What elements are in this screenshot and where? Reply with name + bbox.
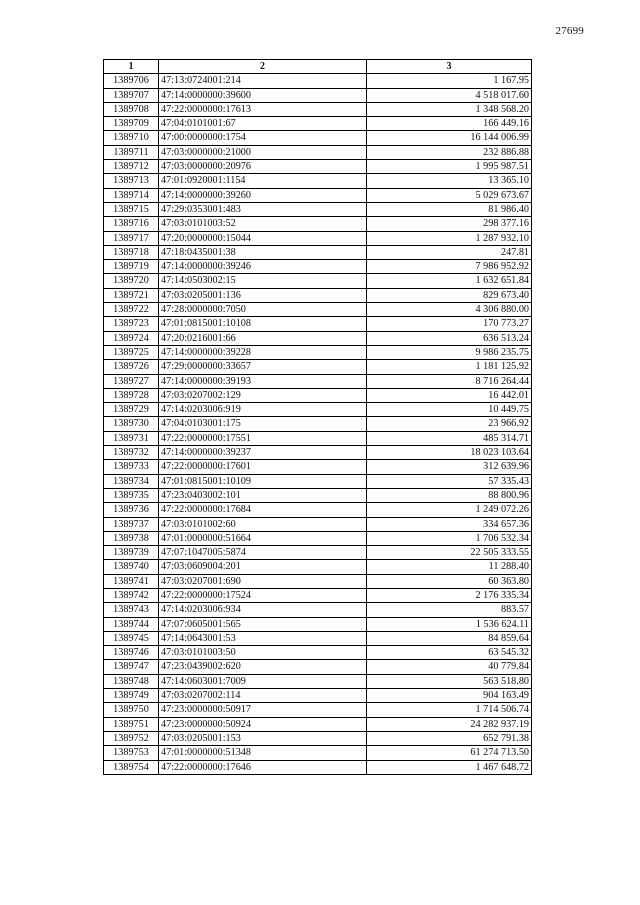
row-number-cell: 1389715 — [104, 202, 159, 216]
value-cell: 170 773.27 — [367, 317, 532, 331]
table-row — [104, 202, 532, 216]
table-row — [104, 102, 532, 116]
cadastral-number-cell: 47:03:0000000:21000 — [159, 145, 367, 159]
value-cell: 24 282 937.19 — [367, 717, 532, 731]
cadastral-number-cell: 47:14:0000000:39246 — [159, 260, 367, 274]
table-row — [104, 345, 532, 359]
table-row — [104, 546, 532, 560]
table-row — [104, 517, 532, 531]
row-number-cell: 1389742 — [104, 588, 159, 602]
table-row — [104, 417, 532, 431]
cadastral-number-cell: 47:14:0643001:53 — [159, 631, 367, 645]
cadastral-number-cell: 47:03:0207002:129 — [159, 388, 367, 402]
table-header-row — [104, 60, 532, 74]
value-cell: 1 467 648.72 — [367, 760, 532, 774]
row-number-cell: 1389720 — [104, 274, 159, 288]
value-cell: 16 144 006.99 — [367, 131, 532, 145]
cadastral-number-cell: 47:14:0203006:919 — [159, 403, 367, 417]
value-cell: 1 995 987.51 — [367, 160, 532, 174]
table-row — [104, 388, 532, 402]
value-cell: 13 365.10 — [367, 174, 532, 188]
cadastral-number-cell: 47:22:0000000:17613 — [159, 102, 367, 116]
value-cell: 1 181 125.92 — [367, 360, 532, 374]
value-cell: 1 348 568.20 — [367, 102, 532, 116]
cadastral-number-cell: 47:22:0000000:17601 — [159, 460, 367, 474]
table-row — [104, 488, 532, 502]
row-number-cell: 1389739 — [104, 546, 159, 560]
row-number-cell: 1389711 — [104, 145, 159, 159]
value-cell: 334 657.36 — [367, 517, 532, 531]
table-row — [104, 360, 532, 374]
value-cell: 18 023 103.64 — [367, 446, 532, 460]
row-number-cell: 1389749 — [104, 689, 159, 703]
column-header-3: 3 — [367, 60, 532, 74]
table-row — [104, 317, 532, 331]
table-row — [104, 231, 532, 245]
table-row — [104, 603, 532, 617]
row-number-cell: 1389746 — [104, 646, 159, 660]
table-row — [104, 117, 532, 131]
row-number-cell: 1389735 — [104, 488, 159, 502]
value-cell: 88 800.96 — [367, 488, 532, 502]
cadastral-number-cell: 47:14:0000000:39193 — [159, 374, 367, 388]
row-number-cell: 1389745 — [104, 631, 159, 645]
column-header-2: 2 — [159, 60, 367, 74]
cadastral-number-cell: 47:03:0000000:20976 — [159, 160, 367, 174]
row-number-cell: 1389712 — [104, 160, 159, 174]
table-row — [104, 660, 532, 674]
row-number-cell: 1389707 — [104, 88, 159, 102]
table-row — [104, 188, 532, 202]
row-number-cell: 1389738 — [104, 531, 159, 545]
row-number-cell: 1389737 — [104, 517, 159, 531]
row-number-cell: 1389740 — [104, 560, 159, 574]
value-cell: 16 442.01 — [367, 388, 532, 402]
table-row — [104, 460, 532, 474]
row-number-cell: 1389752 — [104, 731, 159, 745]
table-row — [104, 288, 532, 302]
row-number-cell: 1389721 — [104, 288, 159, 302]
cadastral-number-cell: 47:01:0815001:10108 — [159, 317, 367, 331]
row-number-cell: 1389736 — [104, 503, 159, 517]
value-cell: 1 706 532.34 — [367, 531, 532, 545]
table-row — [104, 617, 532, 631]
cadastral-number-cell: 47:29:0000000:33657 — [159, 360, 367, 374]
page-number: 27699 — [555, 25, 584, 37]
row-number-cell: 1389734 — [104, 474, 159, 488]
row-number-cell: 1389726 — [104, 360, 159, 374]
table-row — [104, 574, 532, 588]
table-row — [104, 374, 532, 388]
value-cell: 40 779.84 — [367, 660, 532, 674]
table-row — [104, 331, 532, 345]
table-row — [104, 217, 532, 231]
value-cell: 5 029 673.67 — [367, 188, 532, 202]
table-row — [104, 474, 532, 488]
value-cell: 166 449.16 — [367, 117, 532, 131]
value-cell: 636 513.24 — [367, 331, 532, 345]
value-cell: 23 966.92 — [367, 417, 532, 431]
cadastral-number-cell: 47:04:0101001:67 — [159, 117, 367, 131]
value-cell: 1 714 506.74 — [367, 703, 532, 717]
value-cell: 829 673.40 — [367, 288, 532, 302]
value-cell: 84 859.64 — [367, 631, 532, 645]
table-row — [104, 531, 532, 545]
row-number-cell: 1389718 — [104, 245, 159, 259]
value-cell: 8 716 264.44 — [367, 374, 532, 388]
cadastral-number-cell: 47:23:0000000:50924 — [159, 717, 367, 731]
table-row — [104, 560, 532, 574]
cadastral-number-cell: 47:29:0353001:483 — [159, 202, 367, 216]
cadastral-number-cell: 47:14:0503002:15 — [159, 274, 367, 288]
table-row — [104, 274, 532, 288]
value-cell: 4 518 017.60 — [367, 88, 532, 102]
row-number-cell: 1389728 — [104, 388, 159, 402]
row-number-cell: 1389716 — [104, 217, 159, 231]
value-cell: 652 791.38 — [367, 731, 532, 745]
value-cell: 312 639.96 — [367, 460, 532, 474]
row-number-cell: 1389724 — [104, 331, 159, 345]
cadastral-number-cell: 47:04:0103001:175 — [159, 417, 367, 431]
value-cell: 10 449.75 — [367, 403, 532, 417]
value-cell: 1 287 932.10 — [367, 231, 532, 245]
cadastral-number-cell: 47:07:1047005:5874 — [159, 546, 367, 560]
cadastral-number-cell: 47:20:0000000:15044 — [159, 231, 367, 245]
row-number-cell: 1389719 — [104, 260, 159, 274]
row-number-cell: 1389731 — [104, 431, 159, 445]
cadastral-number-cell: 47:03:0207002:114 — [159, 689, 367, 703]
table-row — [104, 588, 532, 602]
cadastral-number-cell: 47:03:0101003:52 — [159, 217, 367, 231]
row-number-cell: 1389725 — [104, 345, 159, 359]
table-row — [104, 245, 532, 259]
cadastral-number-cell: 47:23:0403002:101 — [159, 488, 367, 502]
cadastral-number-cell: 47:20:0216001:66 — [159, 331, 367, 345]
cadastral-number-cell: 47:03:0205001:153 — [159, 731, 367, 745]
table-row — [104, 703, 532, 717]
row-number-cell: 1389733 — [104, 460, 159, 474]
row-number-cell: 1389717 — [104, 231, 159, 245]
value-cell: 9 986 235.75 — [367, 345, 532, 359]
value-cell: 7 986 952.92 — [367, 260, 532, 274]
table-row — [104, 446, 532, 460]
table-row — [104, 88, 532, 102]
cadastral-number-cell: 47:03:0609004:201 — [159, 560, 367, 574]
row-number-cell: 1389722 — [104, 303, 159, 317]
table-row — [104, 646, 532, 660]
value-cell: 232 886.88 — [367, 145, 532, 159]
cadastral-number-cell: 47:03:0101003:50 — [159, 646, 367, 660]
value-cell: 11 288.40 — [367, 560, 532, 574]
table-row — [104, 631, 532, 645]
value-cell: 904 163.49 — [367, 689, 532, 703]
value-cell: 2 176 335.34 — [367, 588, 532, 602]
table-row — [104, 674, 532, 688]
data-table — [103, 59, 532, 775]
value-cell: 63 545.32 — [367, 646, 532, 660]
cadastral-number-cell: 47:03:0205001:136 — [159, 288, 367, 302]
table-row — [104, 731, 532, 745]
cadastral-number-cell: 47:23:0000000:50917 — [159, 703, 367, 717]
value-cell: 22 505 333.55 — [367, 546, 532, 560]
row-number-cell: 1389743 — [104, 603, 159, 617]
value-cell: 298 377.16 — [367, 217, 532, 231]
value-cell: 485 314.71 — [367, 431, 532, 445]
cadastral-number-cell: 47:28:0000000:7050 — [159, 303, 367, 317]
row-number-cell: 1389750 — [104, 703, 159, 717]
cadastral-number-cell: 47:14:0000000:39600 — [159, 88, 367, 102]
cadastral-number-cell: 47:22:0000000:17646 — [159, 760, 367, 774]
value-cell: 81 986.40 — [367, 202, 532, 216]
cadastral-number-cell: 47:18:0435001:38 — [159, 245, 367, 259]
row-number-cell: 1389723 — [104, 317, 159, 331]
row-number-cell: 1389727 — [104, 374, 159, 388]
table-row — [104, 260, 532, 274]
column-header-1: 1 — [104, 60, 159, 74]
table-row — [104, 131, 532, 145]
row-number-cell: 1389744 — [104, 617, 159, 631]
cadastral-number-cell: 47:01:0000000:51664 — [159, 531, 367, 545]
row-number-cell: 1389747 — [104, 660, 159, 674]
row-number-cell: 1389706 — [104, 74, 159, 88]
row-number-cell: 1389741 — [104, 574, 159, 588]
value-cell: 4 306 880.00 — [367, 303, 532, 317]
row-number-cell: 1389730 — [104, 417, 159, 431]
cadastral-number-cell: 47:00:0000000:1754 — [159, 131, 367, 145]
cadastral-number-cell: 47:14:0000000:39237 — [159, 446, 367, 460]
row-number-cell: 1389708 — [104, 102, 159, 116]
row-number-cell: 1389713 — [104, 174, 159, 188]
table-row — [104, 689, 532, 703]
cadastral-number-cell: 47:03:0207001:690 — [159, 574, 367, 588]
cadastral-number-cell: 47:01:0815001:10109 — [159, 474, 367, 488]
value-cell: 563 518.80 — [367, 674, 532, 688]
cadastral-number-cell: 47:14:0000000:39260 — [159, 188, 367, 202]
row-number-cell: 1389709 — [104, 117, 159, 131]
cadastral-number-cell: 47:22:0000000:17524 — [159, 588, 367, 602]
row-number-cell: 1389751 — [104, 717, 159, 731]
value-cell: 1 536 624.11 — [367, 617, 532, 631]
table-row — [104, 145, 532, 159]
cadastral-number-cell: 47:22:0000000:17551 — [159, 431, 367, 445]
row-number-cell: 1389748 — [104, 674, 159, 688]
row-number-cell: 1389754 — [104, 760, 159, 774]
table-row — [104, 746, 532, 760]
row-number-cell: 1389714 — [104, 188, 159, 202]
table-row — [104, 74, 532, 88]
value-cell: 1 632 651.84 — [367, 274, 532, 288]
cadastral-number-cell: 47:01:0000000:51348 — [159, 746, 367, 760]
row-number-cell: 1389729 — [104, 403, 159, 417]
row-number-cell: 1389753 — [104, 746, 159, 760]
cadastral-number-cell: 47:14:0000000:39228 — [159, 345, 367, 359]
table-row — [104, 717, 532, 731]
value-cell: 57 335.43 — [367, 474, 532, 488]
value-cell: 1 249 072.26 — [367, 503, 532, 517]
table-row — [104, 760, 532, 774]
cadastral-number-cell: 47:03:0101002:60 — [159, 517, 367, 531]
value-cell: 60 363.80 — [367, 574, 532, 588]
value-cell: 247.81 — [367, 245, 532, 259]
value-cell: 1 167.95 — [367, 74, 532, 88]
table-row — [104, 160, 532, 174]
cadastral-number-cell: 47:14:0603001:7009 — [159, 674, 367, 688]
cadastral-number-cell: 47:01:0920001:1154 — [159, 174, 367, 188]
value-cell: 883.57 — [367, 603, 532, 617]
table-body — [104, 74, 532, 775]
row-number-cell: 1389732 — [104, 446, 159, 460]
cadastral-number-cell: 47:23:0439002:620 — [159, 660, 367, 674]
cadastral-number-cell: 47:14:0203006:934 — [159, 603, 367, 617]
cadastral-number-cell: 47:13:0724001:214 — [159, 74, 367, 88]
value-cell: 61 274 713.50 — [367, 746, 532, 760]
row-number-cell: 1389710 — [104, 131, 159, 145]
table-row — [104, 503, 532, 517]
table-row — [104, 174, 532, 188]
table-row — [104, 431, 532, 445]
cadastral-number-cell: 47:22:0000000:17684 — [159, 503, 367, 517]
table-row — [104, 403, 532, 417]
table-row — [104, 303, 532, 317]
cadastral-number-cell: 47:07:0605001:565 — [159, 617, 367, 631]
